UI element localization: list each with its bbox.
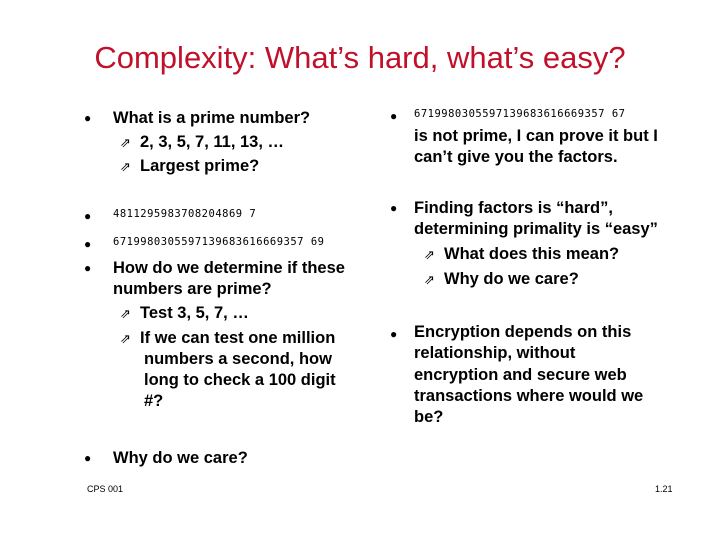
right-bullet-3-line-1: Encryption depends on this xyxy=(414,323,632,341)
bullet: ● xyxy=(390,201,398,215)
left-sub-2: ⇗ Largest prime? xyxy=(120,157,260,175)
right-bullet-1-line-1: is not prime, I can prove it but I xyxy=(414,127,658,145)
right-bullet-2-line-2: determining primality is “easy” xyxy=(414,220,658,238)
bullet: ● xyxy=(84,111,92,125)
arrow-icon: ⇗ xyxy=(120,135,131,150)
right-bullet-3-line-5: be? xyxy=(414,408,444,426)
right-sub-2: ⇗ Why do we care? xyxy=(424,270,579,288)
left-sub-4-line-2: numbers a second, how xyxy=(144,350,332,368)
bullet: ● xyxy=(84,209,92,223)
slide-title: Complexity: What’s hard, what’s easy? xyxy=(94,40,626,75)
left-sub-4-line-3: long to check a 100 digit xyxy=(144,371,336,389)
right-bullet-1-line-2: can’t give you the factors. xyxy=(414,148,618,166)
right-bullet-3-line-3: encryption and secure web xyxy=(414,366,627,384)
left-sub-4: ⇗ If we can test one million xyxy=(120,329,336,347)
arrow-icon: ⇗ xyxy=(424,272,435,287)
left-number-1: 4811295983708204869 7 xyxy=(113,208,257,220)
right-number: 6719980305597139683616669357 67 xyxy=(414,108,626,120)
right-bullet-2-line-1: Finding factors is “hard”, xyxy=(414,199,613,217)
bullet: ● xyxy=(84,237,92,251)
arrow-icon: ⇗ xyxy=(120,159,131,174)
arrow-icon: ⇗ xyxy=(424,247,435,262)
bullet: ● xyxy=(390,109,398,123)
left-bullet-4-line-2: numbers are prime? xyxy=(113,280,272,298)
left-bullet-4-line-1: How do we determine if these xyxy=(113,259,345,277)
left-sub-3: ⇗ Test 3, 5, 7, … xyxy=(120,304,249,322)
right-bullet-3-line-2: relationship, without xyxy=(414,344,576,362)
arrow-icon: ⇗ xyxy=(120,331,131,346)
bullet: ● xyxy=(390,327,398,341)
bullet: ● xyxy=(84,451,92,465)
footer-page-number: 1.21 xyxy=(655,484,673,494)
right-sub-1: ⇗ What does this mean? xyxy=(424,245,620,263)
right-bullet-3-line-4: transactions where would we xyxy=(414,387,644,405)
footer-course: CPS 001 xyxy=(87,484,124,494)
left-bullet-5: Why do we care? xyxy=(113,449,248,467)
bullet: ● xyxy=(84,261,92,275)
left-sub-4-line-4: #? xyxy=(144,392,164,410)
left-sub-1: ⇗ 2, 3, 5, 7, 11, 13, … xyxy=(120,133,285,151)
arrow-icon: ⇗ xyxy=(120,306,131,321)
left-bullet-1: What is a prime number? xyxy=(113,109,311,127)
left-number-2: 6719980305597139683616669357 69 xyxy=(113,236,325,248)
